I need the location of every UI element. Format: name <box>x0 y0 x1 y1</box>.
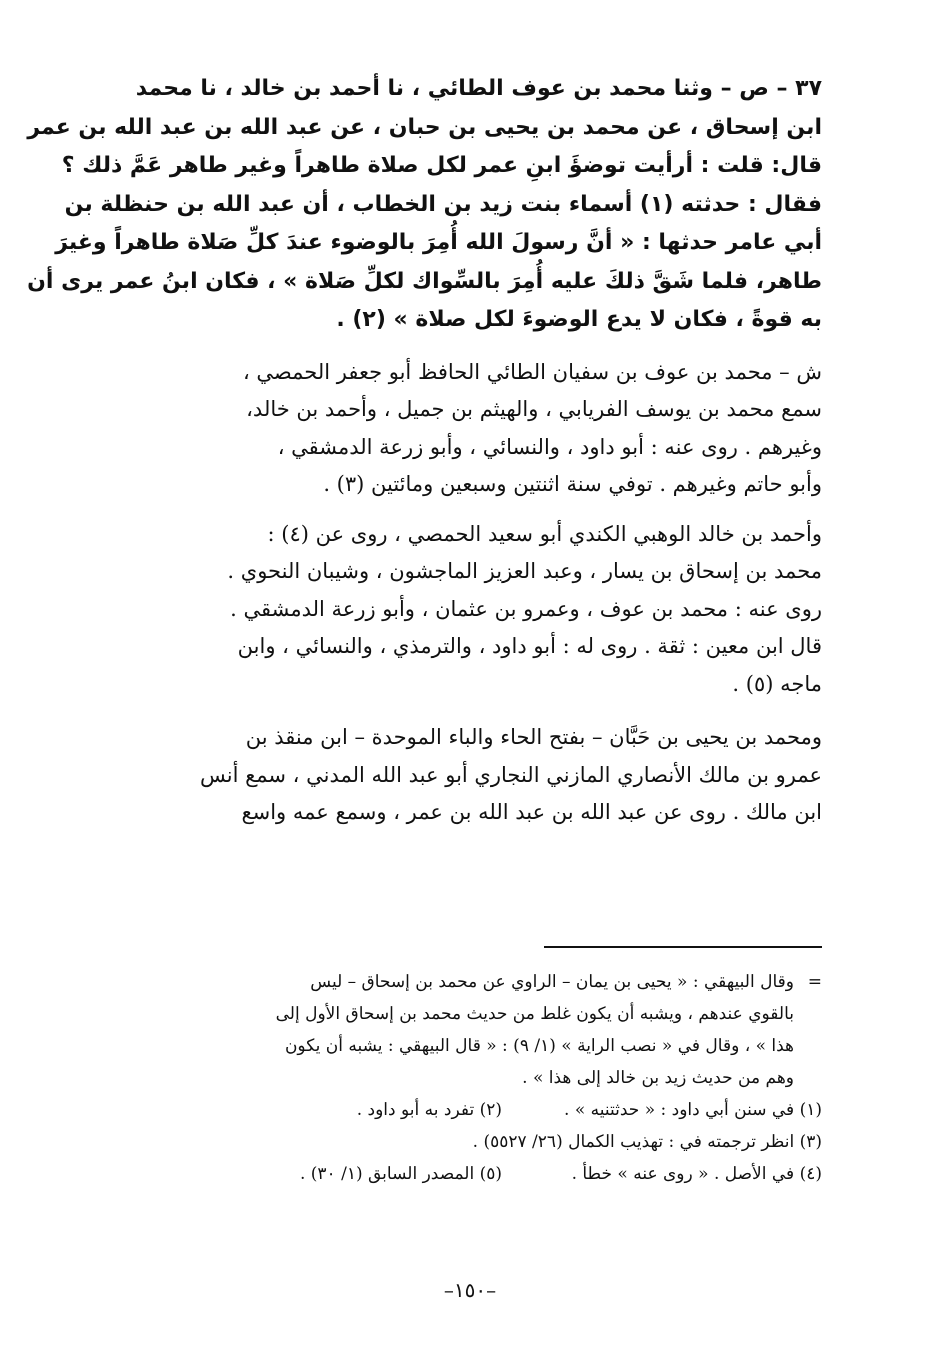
biography-line: قال ابن معين : ثقة . روى له : أبو داود ، والترمذي ، والنسائي ، وابن <box>237 634 822 658</box>
biography-line: وأحمد بن خالد الوهبي الكندي أبو سعيد الحمصي ، روى عن (٤) : <box>267 521 822 546</box>
hadith-line: ٣٧ – ص – وثنا محمد بن عوف الطائي ، نا أحمد بن خالد ، نا محمد <box>135 76 822 101</box>
footnote-1: (١) في سنن أبي داود : « حدثتنيه » . <box>564 1100 822 1120</box>
footnote-row <box>112 1158 822 1190</box>
biography-line: سمع محمد بن يوسف الفريابي ، والهيثم بن جميل ، وأحمد بن خالد، <box>246 397 822 421</box>
biography-line: ماجه (٥) . <box>732 671 822 696</box>
hadith-text <box>27 70 822 340</box>
page-number: –١٥٠– <box>443 1278 497 1302</box>
footnote-line: هذا » ، وقال في « نصب الراية » (١/ ٩) : « قال البيهقي : يشبه أن يكون <box>284 1036 794 1056</box>
biography-ahmad-ibn-khalid <box>112 516 822 704</box>
biography-line: محمد بن إسحاق بن يسار ، وعبد العزيز الماجشون ، وشيبان النحوي . <box>227 559 822 583</box>
biography-line: عمرو بن مالك الأنصاري المازني النجاري أبو عبد الله المدني ، سمع أنس <box>199 762 822 787</box>
hadith-line: به قوةً ، فكان لا يدع الوضوءَ لكل صلاة » (٢) . <box>336 307 822 332</box>
hadith-line: فقال : حدثته (١) أسماء بنت زيد بن الخطاب ، أن عبد الله بن حنظلة بن <box>64 191 822 217</box>
hadith-line: أبي عامر حدثها : « أنَّ رسولَ الله أُمِرَ بالوضوء عندَ كلِّ صَلاة طاهراً وغيرَ <box>55 230 822 255</box>
biography-line: ابن مالك . روى عن عبد الله بن عبد الله بن عمر ، وسمع عمه واسع <box>241 800 822 824</box>
biography-line: روى عنه : محمد بن عوف ، وعمرو بن عثمان ، وأبو زرعة الدمشقي . <box>230 596 822 621</box>
biography-muhammad-ibn-yahya <box>112 719 822 832</box>
hadith-line: ابن إسحاق ، عن محمد بن يحيى بن حبان ، عن عبد الله بن عبد الله بن عمر <box>27 114 822 140</box>
footnotes <box>112 966 822 1190</box>
biography-line: وغيرهم . روى عنه : أبو داود ، والنسائي ، وأبو زرعة الدمشقي ، <box>277 434 822 459</box>
footnote-4: (٤) في الأصل . « روى عنه » خطأ . <box>571 1164 822 1184</box>
hadith-line: طاهر، فلما شَقَّ ذلكَ عليه أُمِرَ بالسِّواك لكلِّ صَلاة » ، فكان ابنُ عمر يرى أن <box>27 268 822 294</box>
footnote-5: (٥) المصدر السابق (١/ ٣٠) . <box>299 1164 502 1184</box>
footnote-continuation <box>112 966 822 1094</box>
footnote-line: وهم من حديث زيد بن خالد إلى هذا » . <box>522 1068 794 1088</box>
biography-muhammad-ibn-awf <box>112 354 822 504</box>
footnote-line: بالقوي عندهم ، ويشبه أن يكون غلط من حديث محمد بن إسحاق الأول إلى <box>275 1004 794 1024</box>
biography-line: وأبو حاتم وغيرهم . توفي سنة اثنتين وسبعين ومائتين (٣) . <box>323 472 822 496</box>
footnote-divider <box>544 946 822 948</box>
biography-line: ش – محمد بن عوف بن سفيان الطائي الحافظ أبو جعفر الحمصي ، <box>242 359 822 384</box>
biography-line: ومحمد بن يحيى بن حَبَّان – بفتح الحاء والباء الموحدة – ابن منقذ بن <box>245 725 822 749</box>
footnote-line: وقال البيهقي : « يحيى بن يمان – الراوي عن محمد بن إسحاق – ليس <box>310 972 794 992</box>
book-page <box>27 70 822 1319</box>
footnote-2: (٢) تفرد به أبو داود . <box>356 1100 502 1120</box>
footnote-3: (٣) انظر ترجمته في : تهذيب الكمال (٢٦/ ٥٥٢٧) . <box>472 1132 822 1152</box>
continuation-marker: = <box>807 972 822 992</box>
footnote-row <box>112 1094 822 1126</box>
continuation-body <box>112 966 794 1094</box>
hadith-line: قال: قلت : أرأيت توضؤَ ابنِ عمر لكل صلاة طاهراً وغير طاهر عَمَّ ذلك ؟ <box>61 153 822 178</box>
